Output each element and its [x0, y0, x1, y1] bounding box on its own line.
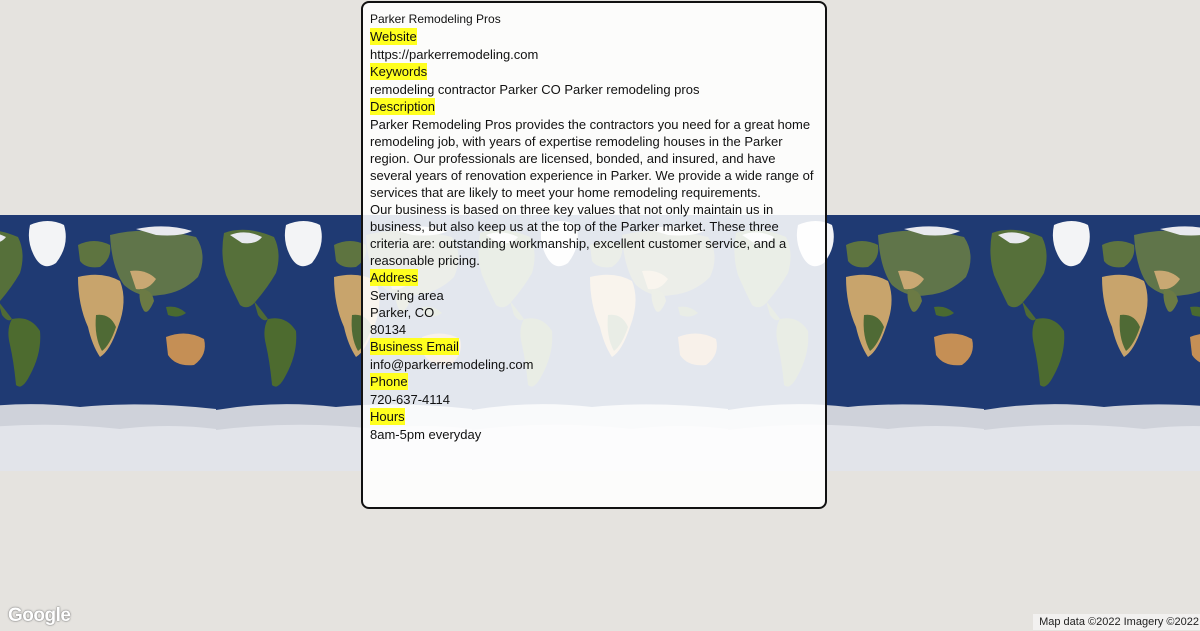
field-label-hours: Hours [370, 409, 405, 424]
field-keywords [370, 63, 818, 98]
google-logo[interactable]: Google [8, 605, 71, 626]
description-paragraph-1: Parker Remodeling Pros provides the contractors you need for a great home remodeling job, with years of expertise remodeling houses in the Parker region. Our professionals are licensed, bonded, and insured, and have several years of renovation experience in Parker. We provide a wide range of services that are likely to meet your home remodeling requirements. [370, 117, 814, 200]
field-phone [370, 373, 818, 408]
field-label-description: Description [370, 99, 436, 114]
address-line-2: Parker, CO [370, 305, 435, 320]
business-info-window [361, 1, 827, 509]
field-website [370, 28, 818, 63]
business-name: Parker Remodeling Pros [370, 12, 501, 26]
address-line-3: 80134 [370, 322, 407, 337]
field-label-keywords: Keywords [370, 64, 428, 79]
phone-value[interactable]: 720-637-4114 [370, 392, 450, 407]
field-hours [370, 408, 818, 443]
field-email [370, 338, 818, 373]
field-label-phone: Phone [370, 374, 408, 389]
field-address [370, 269, 818, 338]
keywords-value: remodeling contractor Parker CO Parker remodeling pros [370, 82, 700, 97]
field-label-email: Business Email [370, 339, 459, 354]
field-label-website: Website [370, 29, 417, 44]
hours-value: 8am-5pm everyday [370, 427, 482, 442]
description-paragraph-2: Our business is based on three key values that not only maintain us in business, but also keep us at the top of the Parker market. These three criteria are: outstanding workmanship, excellent customer service, and a reasonable pricing. [370, 202, 787, 268]
address-line-1: Serving area [370, 288, 444, 303]
map-attribution[interactable]: Map data ©2022 Imagery ©2022 [1033, 614, 1200, 630]
email-value[interactable]: info@parkerremodeling.com [370, 357, 534, 372]
website-value[interactable]: https://parkerremodeling.com [370, 47, 539, 62]
field-label-address: Address [370, 270, 418, 285]
field-description [370, 98, 818, 269]
